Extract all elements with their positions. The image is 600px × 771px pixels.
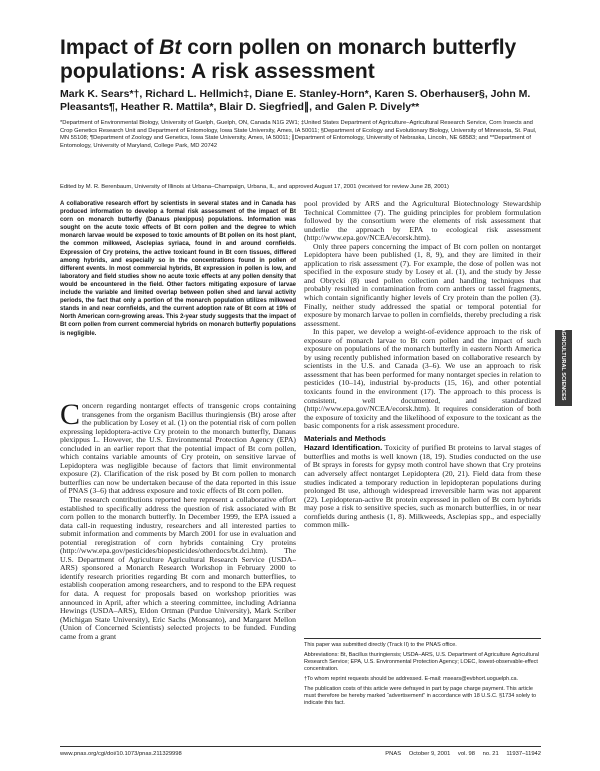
issue: no. 21 (482, 751, 499, 757)
body-paragraph-4 (304, 444, 541, 529)
title-part-2: corn pollen on monarch butterfly (181, 36, 517, 59)
abstract: A collaborative research effort by scientists in several states and in Canada has produced information to develop a formal risk assessment of the impact of Bt corn on monarch butterfly (Danaus plexippus) populations. Information was sought on the acute toxic effects of Bt corn pollen and the degree to which monarch larvae would be exposed to toxic amounts of Bt pollen on its host plant, the common milkweed, Asclepias syriaca, found in and around cornfields. Expression of Cry proteins, the active toxicant found in Bt corn tissues, differed among hybrids, and especially so in the concentrations found in pollen of different events. In most commercial hybrids, Bt expression in pollen is low, and laboratory and field studies show no acute toxic effects at any pollen density that would be encountered in the field. Other factors mitigating exposure of larvae include the variable and limited overlap between pollen shed and larval activity periods, the fact that only a portion of the monarch population utilizes milkweed stands in and near cornfields, and the current adoption rate of Bt corn at 19% of North American corn-growing areas. This 2-year study suggests that the impact of Bt corn pollen from current commercial hybrids on monarch butterfly populations is negligible. (60, 201, 296, 337)
journal-info (379, 751, 541, 757)
title-line-2: populations: A risk assessment (60, 60, 375, 83)
right-column (304, 200, 541, 530)
intro-paragraph-2: The research contributions reported here represent a collaborative effort established to specifically address the question of risk associated with Bt corn pollen to the monarch butterfly. In December 1999, the EPA issued a data call-in requesting industry, researchers and all interested parties to submit information and comments by March 2001 for use in evaluation and potential reregistration of corn hybrids containing Cry proteins (http://www.epa.gov/pesticides/biopesticides/otherdocs/bt.dci.htm). The U.S. Department of Agriculture Agricultural Research Service (USDA–ARS) sponsored a Monarch Research Workshop in February 2000 to identify research priorities regarding Bt corn and monarch butterflies, to establish cooperation among researchers, and to respond to the EPA request for data. A request for proposals based on workshop priorities was announced in April, after which a steering committee, including Adrianna Hewings (USDA–ARS), Eldon Ortman (Purdue University), Mark Scriber (Michigan State University), Eric Sachs (Monsanto), and Margaret Mellon (Union of Concerned Scientists) selected projects to be funded. Funding came from a grant (60, 495, 296, 641)
volume: vol. 98 (457, 751, 476, 757)
page-range: 11937–11942 (506, 751, 541, 757)
paper-title (60, 36, 540, 84)
doi-link[interactable]: www.pnas.org/cgi/doi/10.1073/pnas.211329998 (60, 751, 182, 757)
footnote-costs: The publication costs of this article were defrayed in part by page charge payment. This article must therefore be hereby marked “advertisement” in accordance with 18 U.S.C. §1734 solely to indicate this fact. (304, 686, 537, 706)
body-paragraph-1: pool provided by ARS and the Agricultural Biotechnology Stewardship Technical Committee (7). The guiding principles for problem formulation followed by the consortium were the elements of risk assessment that underlie the approach by EPA to ecological risk assessment (http://www.epa.gov/NCEA/ecorsk.htm). (304, 199, 541, 243)
introduction (60, 398, 296, 641)
body-paragraph-3: In this paper, we develop a weight-of-evidence approach to the risk of exposure of monarch larvae to Bt corn pollen and the impact of such exposure on populations of the monarch butterfly in eastern North America by using recently published information based on collaborative research by scientists in the U.S. and Canada (3–6). We use an approach to risk assessment that has been performed for many nontarget species in relation to pesticides (10–14), industrial by-products (15, 16), and other potential toxicants found in the environment (17). The approach to this process is consistent, well documented, and standardized (http://www.epa.gov/NCEA/ecorsk.htm). It requires consideration of both the exposure of toxicity and the likelihood of exposure to the toxicant as the basic components for a risk assessment procedure. (304, 327, 541, 431)
footnote-track: This paper was submitted directly (Track II) to the PNAS office. (304, 642, 457, 648)
footnote-abbreviations: Abbreviations: Bt, Bacillus thuringiensis; USDA–ARS, U.S. Department of Agriculture Agricultural Research Service; EPA, U.S. Environmental Protection Agency; LOEC, lowest-observable-effect concentration. (304, 652, 540, 672)
author-list: Mark K. Sears*†, Richard L. Hellmich‡, Diane E. Stanley-Horn*, Karen S. Oberhauser§, John M. Pleasants¶, Heather R. Mattila*, Blair D. Siegfried∥, and Galen P. Dively** (60, 88, 531, 113)
title-italic-bt: Bt (159, 36, 182, 59)
editor-note: Edited by M. R. Berenbaum, University of Illinois at Urbana–Champaign, Urbana, IL, and approved August 17, 2001 (received for review June 28, 2001) (60, 184, 449, 190)
affiliations: *Department of Environmental Biology, University of Guelph, Guelph, ON, Canada N1G 2W1; ‡United States Department of Agriculture–Agricultural Research Service, Corn Insects and Crop Genetics Research Unit and Department of Entomology, Iowa State University, Ames, IA 50011; §Department of Ecology and Evolutionary Biology, University of Minnesota, St. Paul, MN 55108; ¶Department of Zoology and Genetics, Iowa State University, Ames, IA 50011; ∥Department of Entomology, University of Nebraska, Lincoln, NE 68583; and **Department of Entomology, University of Maryland, College Park, MD 20742 (60, 120, 537, 149)
section-side-tab (555, 327, 572, 406)
drop-cap: C (60, 398, 81, 431)
footnote-reprint: †To whom reprint requests should be addressed. E-mail: msears@evbhort.uoguelph.ca. (304, 676, 519, 682)
pub-date: October 9, 2001 (408, 751, 451, 757)
body-paragraph-2: Only three papers concerning the impact of Bt corn pollen on nontarget Lepidoptera have been published (1, 8, 9), and they are limited in their application to risk assessment (7). For example, the dose of pollen was not specified in the exposure study by Losey et al. (1), and the study by Jesse and Obrycki (8) used pollen collection and handling techniques that probably resulted in contamination from corn anthers or tassel fragments, which contain significantly higher levels of Cry protein than the pollen (3). Finally, neither study addressed the spatial or temporal potential for exposure by monarch larvae to pollen in cornfields, thereby precluding a risk assessment. (304, 241, 541, 328)
intro-paragraph-1: oncern regarding nontarget effects of transgenic crops containing transgenes from the organism Bacillus thuringiensis (Bt) arose after the publication by Losey et al. (1) on the potential risk of corn pollen expressing lepidoptera-active Cry protein to the monarch butterfly, Danaus plexippus L. However, the U.S. Environmental Protection Agency (EPA) concluded in an earlier report that the potential impact of Bt corn pollen, which contains variable amounts of Cry protein, on sensitive larvae of Lepidoptera was negligible because of factors that limit environmental exposure (2). Clarification of the risk posed by Bt corn pollen to monarch butterflies can now be undertaken because of the data reported in this issue of PNAS (3–6) that address exposure and toxic effects of Bt corn pollen. (60, 401, 296, 496)
footnotes (304, 638, 541, 707)
journal-name: PNAS (385, 751, 402, 757)
page-footer (60, 746, 541, 757)
hazard-text: Toxicity of purified Bt proteins to larval stages of butterflies and moths is well known (18, 19). Studies conducted on the use of Bt sprays in forests for gypsy moth control have shown that Cry proteins can adversely affect nontarget Lepidoptera (20, 21). Field data from these studies indicated a temporary reduction in lepidopteran populations during prolonged Bt use, although widespread irreversible harm was not apparent (22). Lepidopteran-active Bt protein expressed in pollen of Bt corn hybrids may pose a risk to sensitive species, such as monarch butterflies, in or near cornfields during anthesis (1, 8). Milkweeds, Asclepias spp., and especially common milk- (304, 443, 541, 530)
section-heading-methods: Materials and Methods (304, 433, 386, 443)
side-tab-label: AGRICULTURAL SCIENCES (560, 327, 566, 401)
title-part-1: Impact of (60, 36, 160, 59)
subsection-heading: Hazard Identification. (304, 443, 383, 453)
